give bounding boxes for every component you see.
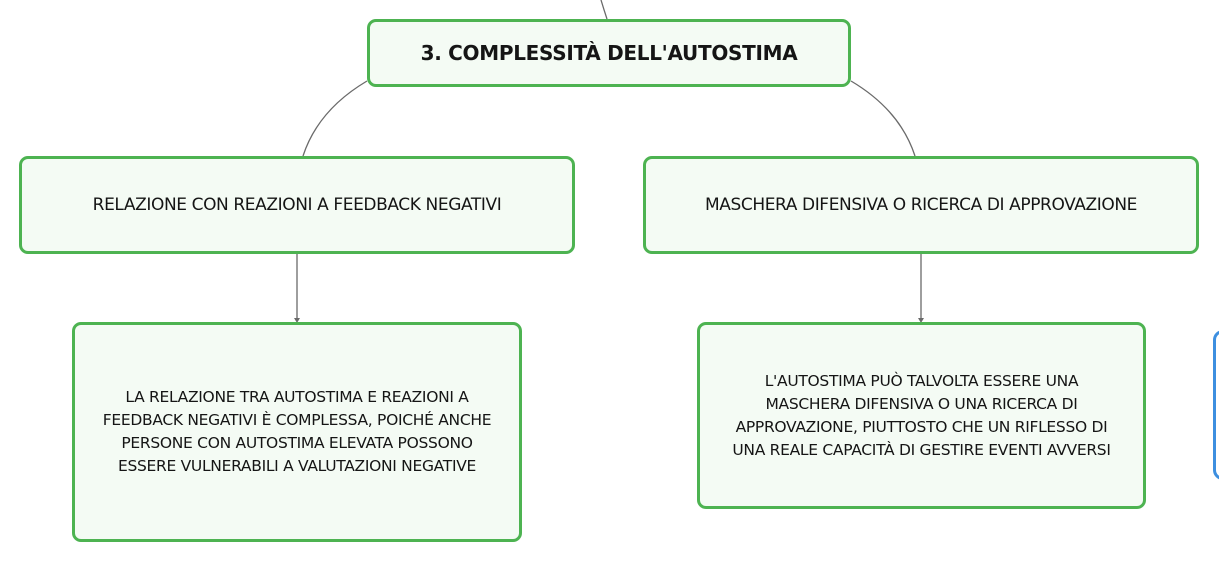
branch-node-maschera-difensiva[interactable] xyxy=(643,156,1199,254)
root-topic-label: 3. COMPLESSITÀ DELL'AUTOSTIMA xyxy=(420,41,798,65)
detail-line: LA RELAZIONE TRA AUTOSTIMA E REAZIONI A xyxy=(125,388,469,406)
detail-text-maschera-difensiva xyxy=(732,370,1110,462)
connector-root-to-left-branch xyxy=(303,81,367,156)
detail-node-maschera-difensiva[interactable] xyxy=(697,322,1146,509)
branch-node-feedback-negativi[interactable] xyxy=(19,156,575,254)
detail-node-feedback-negativi[interactable] xyxy=(72,322,522,542)
branch-label-maschera-difensiva: MASCHERA DIFENSIVA O RICERCA DI APPROVAZIONE xyxy=(704,195,1138,215)
connector-root-to-right-branch xyxy=(851,81,915,156)
detail-line: UNA REALE CAPACITÀ DI GESTIRE EVENTI AVVERSI xyxy=(732,440,1111,459)
detail-line: L'AUTOSTIMA PUÒ TALVOLTA ESSERE UNA xyxy=(764,371,1079,390)
offscreen-partial-node[interactable] xyxy=(1213,330,1219,480)
detail-text-feedback-negativi xyxy=(103,386,491,478)
detail-line: PERSONE CON AUTOSTIMA ELEVATA POSSONO xyxy=(121,434,473,452)
detail-line: APPROVAZIONE, PIUTTOSTO CHE UN RIFLESSO DI xyxy=(735,417,1108,436)
detail-line: ESSERE VULNERABILI A VALUTAZIONI NEGATIVE xyxy=(117,457,477,475)
connector-parent-to-root xyxy=(601,0,607,19)
root-topic-node[interactable] xyxy=(367,19,851,87)
detail-line: MASCHERA DIFENSIVA O UNA RICERCA DI xyxy=(765,394,1078,413)
branch-label-feedback-negativi: RELAZIONE CON REAZIONI A FEEDBACK NEGATIVI xyxy=(92,195,502,215)
detail-line: FEEDBACK NEGATIVI È COMPLESSA, POICHÉ ANCHE xyxy=(102,411,492,429)
